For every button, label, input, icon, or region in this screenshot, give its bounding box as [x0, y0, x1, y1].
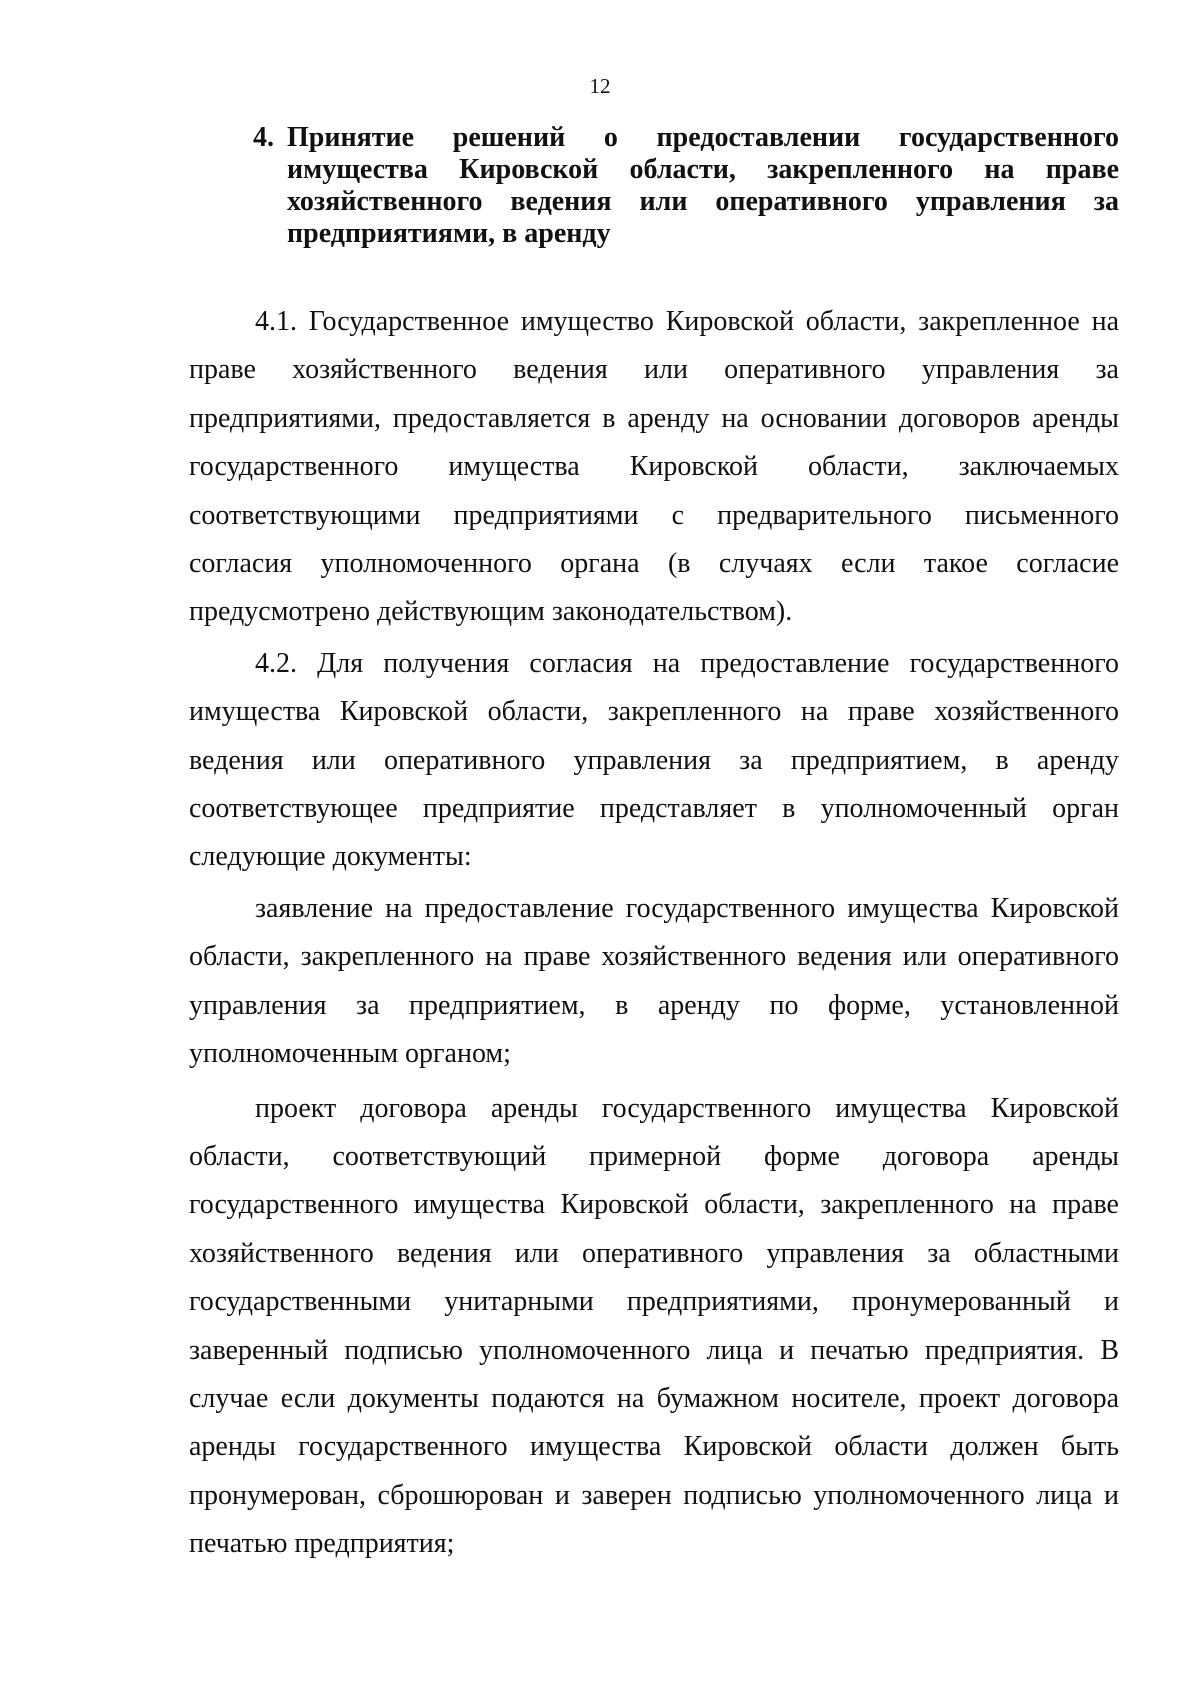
list-item-application: заявление на предоставление государственного имущества Кировской области, закрепленного на праве хозяйственного ведения или оперативного управления за предприятием, в аренду по форме, установленной уполномоченным органом; — [189, 892, 1119, 1070]
paragraph-4-2: 4.2. Для получения согласия на предоставление государственного имущества Кировской области, закрепленного на праве хозяйственного ведения или оперативного управления за предприятием, в аренду соответствующее предприятие представляет в уполномоченный орган следующие документы: — [189, 647, 1119, 873]
document-body — [189, 298, 1119, 1575]
page-number: 12 — [589, 74, 611, 98]
section-heading — [253, 122, 1119, 250]
list-item-contract-draft: проект договора аренды государственного имущества Кировской области, соответствующий примерной форме договора аренды государственного имущества Кировской области, закрепленного на праве хозяйственного ведения или оперативного управления за областными государственными унитарными предприятиями, пронумерованный и заверенный подписью уполномоченного лица и печатью предприятия. В случае если документы подаются на бумажном носителе, проект договора аренды государственного имущества Кировской области должен быть пронумерован, сброшюрован и заверен подписью уполномоченного лица и печатью предприятия; — [189, 1092, 1119, 1560]
section-title: Принятие решений о предоставлении государственного имущества Кировской области, закрепленного на праве хозяйственного ведения или оперативного управления за предприятиями, в аренду — [287, 122, 1119, 249]
paragraph-4-1: 4.1. Государственное имущество Кировской области, закрепленное на праве хозяйственного ведения или оперативного управления за предприятиями, предоставляется в аренду на основании договоров аренды государственного имущества Кировской области, заключаемых соответствующими предприятиями с предварительного письменного согласия уполномоченного органа (в случаях если такое согласие предусмотрено действующим законодательством). — [189, 306, 1119, 628]
section-number: 4. — [253, 122, 274, 153]
